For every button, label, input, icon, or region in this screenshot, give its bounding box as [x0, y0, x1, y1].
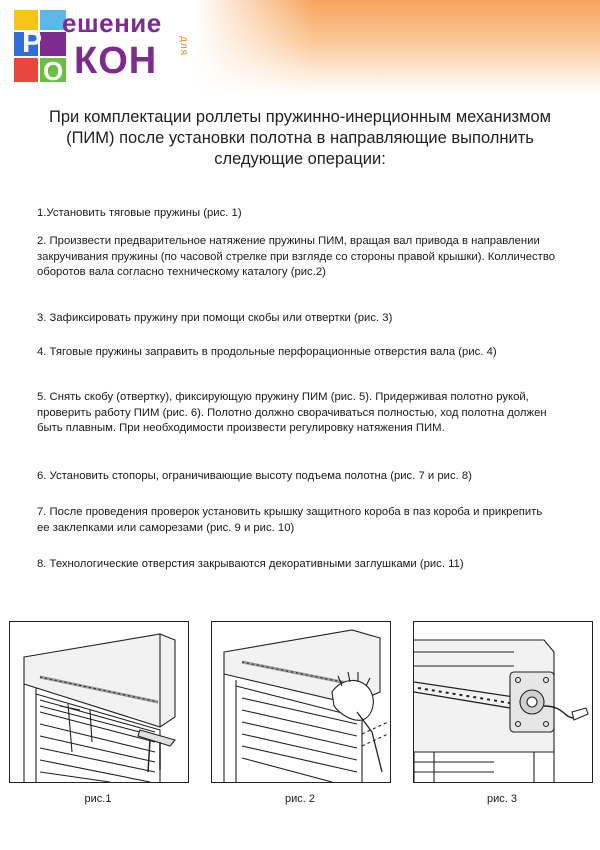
logo-word-reshenie: ешение — [62, 8, 162, 38]
figure-1-caption: рис.1 — [84, 793, 112, 805]
step-3: 3. Зафиксировать пружину при помощи скобы или отвертки (рис. 3) — [37, 312, 393, 324]
figure-3 — [413, 621, 593, 783]
page-title: При комплектации роллеты пружинно-инерционным механизмом (ПИМ) после установки полотна в направляющие выполнить следующие операции: — [48, 108, 551, 168]
step-8: 8. Технологические отверстия закрываются декоративными заглушками (рис. 11) — [37, 558, 464, 570]
brand-logo — [8, 8, 198, 88]
svg-text:Р: Р — [22, 26, 43, 59]
step-1: 1.Установить тяговые пружины (рис. 1) — [37, 207, 242, 219]
step-5: 5. Снять скобу (отвертку), фиксирующую пружину ПИМ (рис. 5). Придерживая полотно рукой, проверить работу ПИМ (рис. 6). Полотно должно сворачиваться полностью, ход полотна должен быть плавным. При необходимости произвести регулировку натяжения ПИМ. — [37, 391, 547, 434]
header-gradient-band — [195, 0, 600, 95]
step-2: 2. Произвести предварительное натяжение пружины ПИМ, вращая вал привода в направлении закручивания пружины (по часовой стрелке при взгляде со стороны правой крышки). Колличество оборотов вала согласно техническому каталогу (рис.2) — [37, 235, 555, 278]
svg-text:О: О — [43, 56, 64, 86]
spring-mechanism-closeup-illustration-icon — [414, 622, 592, 782]
logo-word-okon: КОН — [74, 40, 158, 82]
roller-shutter-hand-illustration-icon — [212, 622, 390, 782]
logo-word-dlya: для — [178, 36, 189, 57]
step-4: 4. Тяговые пружины заправить в продольные перфорационные отверстия вала (рис. 4) — [37, 346, 497, 358]
figure-2 — [211, 621, 391, 783]
step-6: 6. Установить стопоры, ограничивающие высоту подъема полотна (рис. 7 и рис. 8) — [37, 470, 472, 482]
figure-3-caption: рис. 3 — [487, 793, 517, 805]
roller-shutter-spring-illustration-icon — [10, 622, 188, 782]
figure-2-caption: рис. 2 — [285, 793, 315, 805]
figure-1 — [9, 621, 189, 783]
step-7: 7. После проведения проверок установить крышку защитного короба в паз короба и прикрепить ее заклепками или саморезами (рис. 9 и рис. 10) — [37, 506, 543, 534]
